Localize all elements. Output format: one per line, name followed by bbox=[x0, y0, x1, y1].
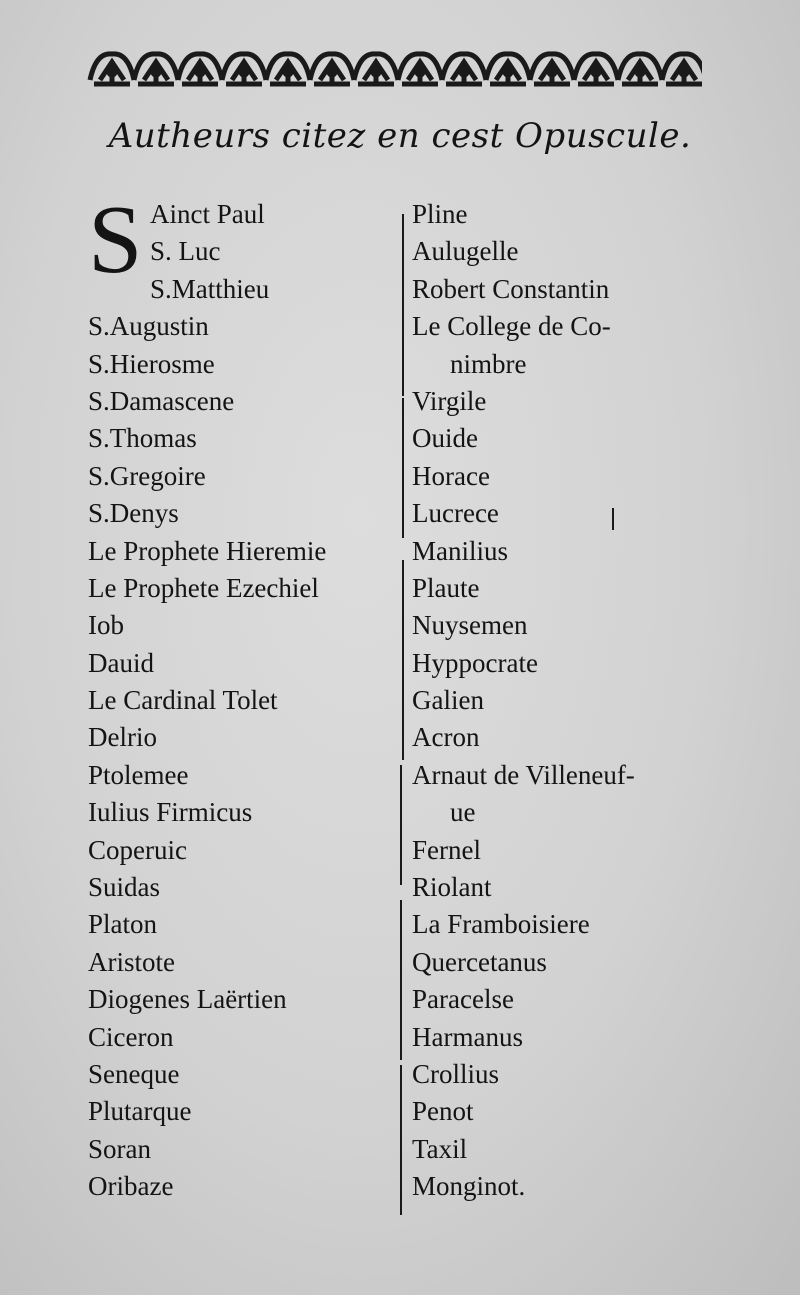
ornament-dot bbox=[417, 69, 423, 75]
ornament-dot bbox=[285, 69, 291, 75]
column-divider bbox=[402, 398, 404, 538]
list-item: Crollius bbox=[412, 1058, 500, 1089]
list-item: Le Prophete Ezechiel bbox=[88, 572, 319, 603]
list-item: Platon bbox=[88, 909, 158, 940]
list-item: Arnaut de Villeneuf- bbox=[412, 759, 635, 790]
ornament-dot bbox=[637, 69, 643, 75]
list-item: S.Augustin bbox=[88, 311, 209, 342]
list-item: S.Damascene bbox=[88, 385, 235, 416]
list-item: Le Cardinal Tolet bbox=[88, 685, 278, 716]
left-author-list bbox=[88, 186, 408, 1206]
list-item: S.Hierosme bbox=[88, 348, 215, 379]
ornament-dot bbox=[681, 69, 687, 75]
list-item: Soran bbox=[88, 1133, 151, 1164]
column-divider bbox=[400, 1065, 402, 1215]
right-author-list bbox=[412, 196, 712, 1206]
list-item: Penot bbox=[412, 1096, 474, 1127]
page-title: Autheurs citez en cest Opuscule. bbox=[108, 116, 692, 156]
list-item: S.Matthieu bbox=[150, 273, 270, 304]
ornament-dot bbox=[461, 69, 467, 75]
list-item: Plaute bbox=[412, 572, 480, 603]
list-item: Ainct Paul bbox=[150, 199, 265, 229]
ornament-dot bbox=[549, 69, 555, 75]
list-item: Quercetanus bbox=[412, 946, 547, 977]
list-item: S.Thomas bbox=[88, 423, 197, 454]
column-divider bbox=[400, 900, 402, 1060]
ornament-dot bbox=[241, 69, 247, 75]
list-item: S. Luc bbox=[150, 236, 221, 267]
list-item: Seneque bbox=[88, 1058, 180, 1089]
list-item: Hyppocrate bbox=[412, 647, 538, 678]
list-item: Harmanus bbox=[412, 1021, 523, 1052]
ornament-dot bbox=[153, 69, 159, 75]
list-item: nimbre bbox=[450, 348, 527, 379]
ornament-dot bbox=[329, 69, 335, 75]
list-item: Le Prophete Hieremie bbox=[88, 535, 327, 566]
list-item: Fernel bbox=[412, 834, 481, 865]
column-divider bbox=[400, 765, 402, 885]
list-item: ue bbox=[450, 797, 476, 828]
column-divider bbox=[402, 214, 404, 396]
list-item: Iulius Firmicus bbox=[88, 797, 253, 828]
list-item: Taxil bbox=[412, 1133, 468, 1164]
list-item: Suidas bbox=[88, 872, 161, 903]
list-item: Virgile bbox=[412, 385, 487, 416]
list-item: Aristote bbox=[88, 946, 175, 977]
list-item: Galien bbox=[412, 685, 484, 716]
list-item: Dauid bbox=[88, 647, 154, 678]
list-item: Plutarque bbox=[88, 1096, 192, 1127]
column-divider bbox=[402, 560, 404, 760]
list-item: Delrio bbox=[88, 722, 157, 753]
list-item: Riolant bbox=[412, 872, 492, 903]
ornament-dot bbox=[505, 69, 511, 75]
list-item: Diogenes Laërtien bbox=[88, 984, 287, 1015]
list-item: Ouide bbox=[412, 423, 478, 454]
list-item: Acron bbox=[412, 722, 480, 753]
list-item: Robert Constantin bbox=[412, 273, 610, 304]
list-item: Aulugelle bbox=[412, 236, 519, 267]
ornament-dot bbox=[373, 69, 379, 75]
list-item: Ptolemee bbox=[88, 759, 189, 790]
list-item: Lucrece bbox=[412, 498, 499, 529]
list-item: Nuysemen bbox=[412, 610, 528, 641]
list-item: Paracelse bbox=[412, 984, 514, 1015]
ornament-border bbox=[86, 44, 702, 90]
list-item: Le College de Co- bbox=[412, 311, 611, 342]
list-item: Manilius bbox=[412, 535, 509, 566]
list-item: S.Gregoire bbox=[88, 460, 206, 491]
list-item: Iob bbox=[88, 610, 124, 641]
drop-cap: S bbox=[88, 186, 143, 294]
ornament-dot bbox=[109, 69, 115, 75]
list-item: Oribaze bbox=[88, 1171, 174, 1202]
list-item: Ciceron bbox=[88, 1021, 174, 1052]
stray-mark bbox=[612, 508, 614, 530]
list-item: Monginot. bbox=[412, 1171, 526, 1202]
ornament-dot bbox=[593, 69, 599, 75]
list-item: Pline bbox=[412, 199, 468, 229]
list-item: S.Denys bbox=[88, 498, 179, 529]
list-item: Coperuic bbox=[88, 834, 187, 865]
list-item: La Framboisiere bbox=[412, 909, 590, 940]
list-item: Horace bbox=[412, 460, 490, 491]
ornament-dot bbox=[197, 69, 203, 75]
